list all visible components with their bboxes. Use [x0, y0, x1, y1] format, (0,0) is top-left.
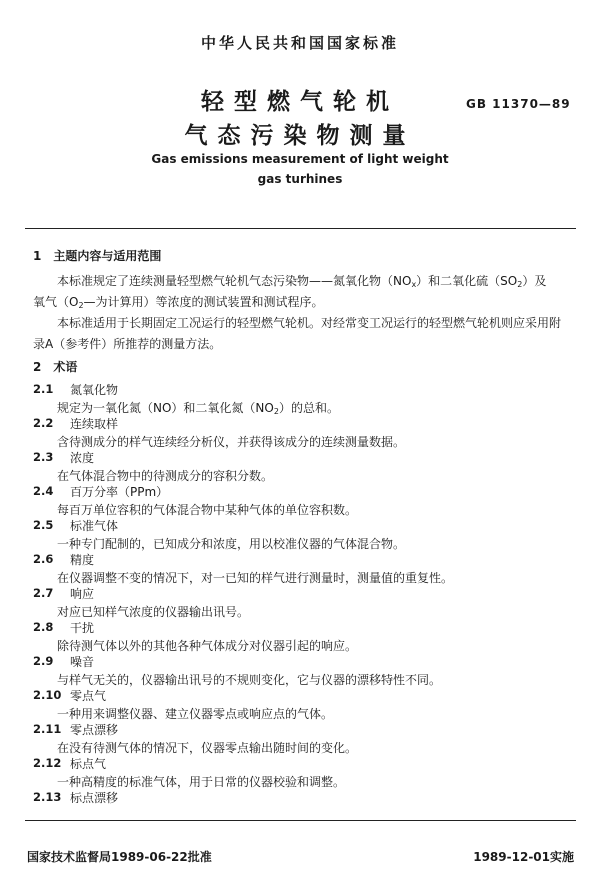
section-1-para-2-line-2: 录A（参考件）所推荐的测量方法。	[33, 337, 222, 351]
term-name: 标点漂移	[70, 791, 119, 805]
term-number: 2.9	[33, 654, 54, 668]
english-title-line-1: Gas emissions measurement of light weight	[151, 152, 449, 166]
term-definition: 一种用来调整仪器、建立仪器零点或响应点的气体。	[57, 707, 334, 721]
term-name: 标准气体	[70, 519, 119, 533]
term-name: 零点漂移	[70, 723, 119, 737]
title-line-1: 轻型燃气轮机	[201, 89, 399, 115]
term-name: 标点气	[70, 757, 107, 771]
term-definition: 与样气无关的，仪器输出讯号的不规则变化，它与仪器的漂移特性不同。	[57, 673, 442, 687]
term-name: 百万分率（PPm）	[70, 485, 169, 499]
bottom-rule	[25, 820, 576, 821]
standard-code: GB 11370—89	[466, 97, 571, 111]
term-number: 2.6	[33, 552, 54, 566]
term-definition: 对应已知样气浓度的仪器输出讯号。	[57, 605, 250, 619]
term-definition: 一种高精度的标准气体，用于日常的仪器校验和调整。	[57, 775, 346, 789]
term-number: 2.7	[33, 586, 54, 600]
term-definition: 规定为一氧化氮（NO）和二氧化氮$(NO_2)$的总和。	[57, 401, 339, 416]
term-definition: 一种专门配制的，已知成分和浓度，用以校准仪器的气体混合物。	[57, 537, 406, 551]
term-number: 2.5	[33, 518, 54, 532]
section-1-heading: 1 主题内容与适用范围	[33, 249, 162, 263]
term-name: 氮氧化物	[70, 383, 119, 397]
term-number: 2.2	[33, 416, 54, 430]
term-number: 2.12	[33, 756, 62, 770]
term-name: 噪音	[70, 655, 95, 669]
term-name: 连续取样	[70, 417, 119, 431]
title-line-2: 气态污染物测量	[184, 123, 416, 149]
implementation-date: 1989-12-01实施	[473, 850, 574, 864]
section-1-para-2-line-1: 本标准适用于长期固定工况运行的轻型燃气轮机。对经常变工况运行的轻型燃气轮机则应采用附	[57, 316, 562, 330]
section-2-heading: 2 术语	[33, 360, 78, 374]
approval-date: 国家技术监督局1989-06-22批准	[27, 850, 212, 864]
term-number: 2.4	[33, 484, 54, 498]
term-number: 2.13	[33, 790, 62, 804]
term-definition: 含待测成分的样气连续经分析仪，并获得该成分的连续测量数据。	[57, 435, 406, 449]
term-number: 2.1	[33, 382, 54, 396]
term-definition: 除待测气体以外的其他各种气体成分对仪器引起的响应。	[57, 639, 358, 653]
issuing-country-line: 中华人民共和国国家标准	[200, 34, 399, 52]
top-rule	[25, 228, 576, 229]
term-definition: 在气体混合物中的待测成分的容积分数。	[57, 469, 274, 483]
term-number: 2.11	[33, 722, 62, 736]
term-name: 干扰	[70, 621, 95, 635]
term-definition: 在没有待测气体的情况下，仪器零点输出随时间的变化。	[57, 741, 358, 755]
term-number: 2.10	[33, 688, 62, 702]
term-name: 零点气	[70, 689, 107, 703]
term-definition: 每百万单位容积的气体混合物中某种气体的单位容积数。	[57, 503, 358, 517]
english-title-line-2: gas turhines	[257, 172, 343, 186]
term-number: 2.3	[33, 450, 54, 464]
term-name: 响应	[70, 587, 95, 601]
section-1-para-1-line-1: 本标准规定了连续测量轻型燃气轮机气态污染物——氮氧化物$(NO_x)$和二氧化硫$(SO_2)$及	[57, 274, 547, 289]
term-definition: 在仪器调整不变的情况下，对一已知的样气进行测量时，测量值的重复性。	[57, 571, 454, 585]
term-number: 2.8	[33, 620, 54, 634]
term-name: 精度	[70, 553, 95, 567]
term-name: 浓度	[70, 451, 95, 465]
section-1-para-1-line-2: 氧气（$O_2—$为计算用）等浓度的测试装置和测试程序。	[33, 295, 324, 310]
